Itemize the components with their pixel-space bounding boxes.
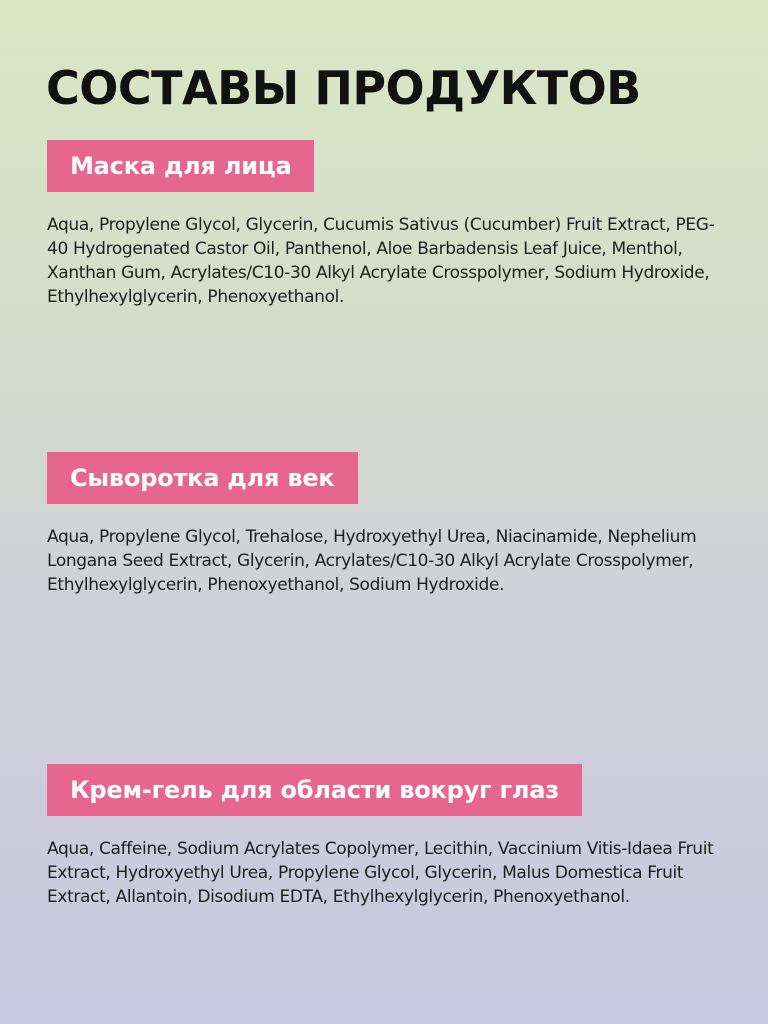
product-section-eye-cream-gel	[47, 764, 727, 909]
product-section-face-mask	[47, 140, 727, 309]
ingredients-text: Aqua, Propylene Glycol, Trehalose, Hydroxyethyl Urea, Niacinamide, Nephelium Longana Seed Extract, Glycerin, Acrylates/C10-30 Alkyl Acrylate Crosspolymer, Ethylhexylglycerin, Phenoxyethanol, Sodium Hydroxide.	[47, 527, 697, 595]
ingredients-text: Aqua, Caffeine, Sodium Acrylates Copolymer, Lecithin, Vaccinium Vitis-Idaea Fruit Extract, Hydroxyethyl Urea, Propylene Glycol, Glycerin, Malus Domestica Fruit Extract, Allantoin, Disodium EDTA, Ethylhexylglycerin, Phenoxyethanol.	[47, 839, 714, 907]
ingredients-text: Aqua, Propylene Glycol, Glycerin, Cucumis Sativus (Cucumber) Fruit Extract, PEG-40 Hydrogenated Castor Oil, Panthenol, Aloe Barbadensis Leaf Juice, Menthol, Xanthan Gum, Acrylates/C10-30 Alkyl Acrylate Crosspolymer, Sodium Hydroxide, Ethylhexylglycerin, Phenoxyethanol.	[47, 215, 715, 307]
product-name-badge: Маска для лица	[47, 140, 314, 192]
product-section-eye-serum	[47, 452, 727, 597]
product-name-badge: Крем-гель для области вокруг глаз	[47, 764, 582, 816]
product-name-badge: Сыворотка для век	[47, 452, 358, 504]
page-title: СОСТАВЫ ПРОДУКТОВ	[46, 61, 641, 115]
